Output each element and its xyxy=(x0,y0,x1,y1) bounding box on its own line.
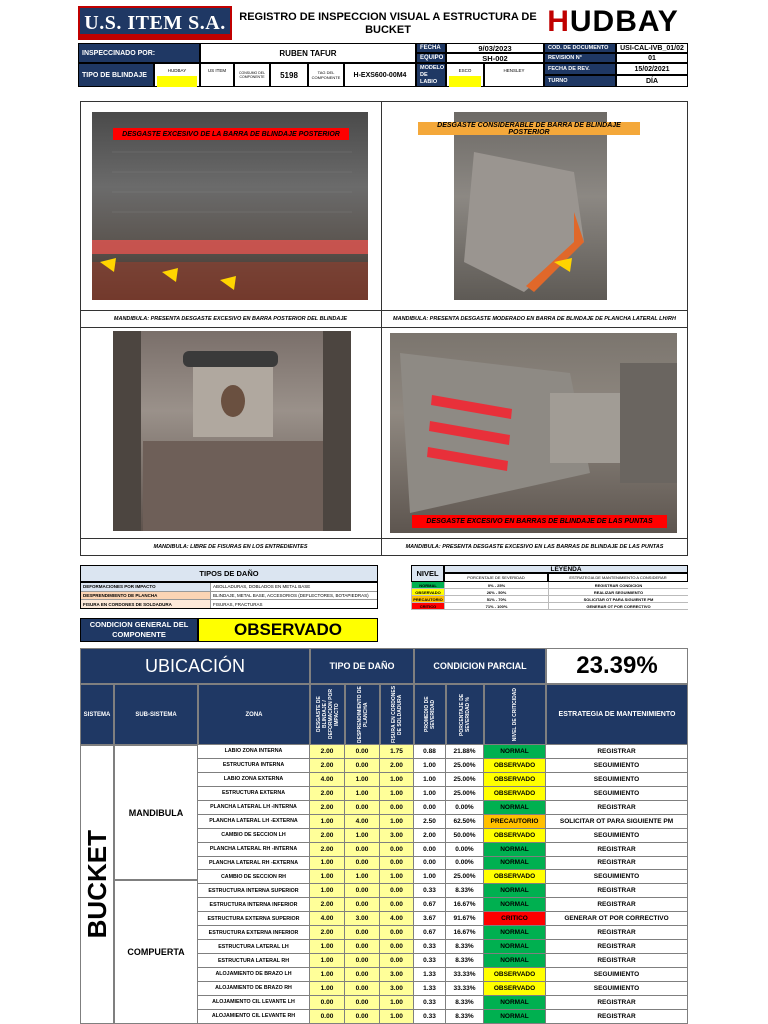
nivel-label: NIVEL xyxy=(411,565,444,582)
table-row xyxy=(198,870,688,884)
leyenda-pct: 0% - 25% xyxy=(444,582,548,588)
leyenda-col2: ESTRATEGIA DE MANTENIMIENTO A CONSIDERAR xyxy=(548,573,688,582)
desgaste-cell: 2.00 xyxy=(310,759,345,773)
desprendimiento-cell: 4.00 xyxy=(345,815,380,829)
esco-option-box xyxy=(449,76,481,87)
photo-3-caption: MANDIBULA: LIBRE DE FISURAS EN LOS ENTREDIENTES xyxy=(153,544,308,550)
desprendimiento-cell: 0.00 xyxy=(345,857,380,871)
desprendimiento-cell: 0.00 xyxy=(345,1010,380,1024)
promedio-cell: 1.00 xyxy=(414,787,446,801)
estrategia-cell: GENERAR OT POR CORRECTIVO xyxy=(546,912,688,926)
photo-4-image xyxy=(390,333,677,533)
fisura-cell: 0.00 xyxy=(380,926,414,940)
desprendimiento-cell: 1.00 xyxy=(345,773,380,787)
promedio-cell: 0.33 xyxy=(414,1010,446,1024)
leyenda-col1: PORCENTAJE DE SEVERIDAD xyxy=(444,573,548,582)
leyenda-pct: 71% - 100% xyxy=(444,603,548,609)
promedio-cell: 0.33 xyxy=(414,954,446,968)
zona-cell: ESTRUCTURA INTERNA INFERIOR xyxy=(198,898,310,912)
leyenda-nivel: PRECAUTORIO xyxy=(411,596,444,602)
table-row xyxy=(198,857,688,871)
photo-3 xyxy=(113,331,351,531)
porcentaje-cell: 25.00% xyxy=(446,773,484,787)
porcentaje-cell: 21.88% xyxy=(446,745,484,759)
porcentaje-cell: 16.67% xyxy=(446,898,484,912)
tipo-row-2-name: DESPRENDIMIENTO DE PLANCHA xyxy=(81,592,211,600)
promedio-cell: 0.33 xyxy=(414,996,446,1010)
nivel-cell: OBSERVADO xyxy=(484,773,546,787)
nivel-cell: NORMAL xyxy=(484,940,546,954)
zona-cell: ESTRUCTURA INTERNA xyxy=(198,759,310,773)
leyenda-rows xyxy=(411,582,688,610)
h-c4-text: PROMEDIO DE SEVERIDAD xyxy=(424,696,436,733)
nivel-cell: NORMAL xyxy=(484,1010,546,1024)
porcentaje-cell: 0.00% xyxy=(446,857,484,871)
zona-cell: ALOJAMIENTO DE BRAZO LH xyxy=(198,968,310,982)
nivel-cell: NORMAL xyxy=(484,801,546,815)
tag-value: H-EXS600-00M4 xyxy=(344,63,416,87)
logo-stripe xyxy=(80,34,230,38)
tipo-row-3-desc: FISURAS, FRACTURAS xyxy=(213,601,263,607)
leyenda-row xyxy=(411,596,688,603)
desprendimiento-cell: 0.00 xyxy=(345,745,380,759)
desgaste-cell: 2.00 xyxy=(310,787,345,801)
equipo-value: SH-002 xyxy=(446,53,544,63)
desgaste-cell: 1.00 xyxy=(310,870,345,884)
photo-1-caption: MANDIBULA: PRESENTA DESGASTE EXCESIVO EN BARRA POSTERIOR DEL BLINDAJE xyxy=(113,315,348,322)
zona-cell: ESTRUCTURA INTERNA SUPERIOR xyxy=(198,884,310,898)
porcentaje-cell: 25.00% xyxy=(446,787,484,801)
table-row xyxy=(198,996,688,1010)
fecha-rev-label: FECHA DE REV. xyxy=(544,63,616,75)
estrategia-cell: REGISTRAR xyxy=(546,745,688,759)
porcentaje-cell: 25.00% xyxy=(446,759,484,773)
h-zona: ZONA xyxy=(198,684,310,745)
desprendimiento-cell: 1.00 xyxy=(345,870,380,884)
h-est: ESTRATEGIA DE MANTENIMIENTO xyxy=(546,684,688,745)
table-row xyxy=(198,801,688,815)
zona-cell: ESTRUCTURA LATERAL LH xyxy=(198,940,310,954)
porcentaje-cell: 8.33% xyxy=(446,1010,484,1024)
zona-cell: PLANCHA LATERAL LH -INTERNA xyxy=(198,801,310,815)
zona-cell: PLANCHA LATERAL RH -EXTERNA xyxy=(198,857,310,871)
table-row xyxy=(198,912,688,926)
promedio-cell: 0.67 xyxy=(414,898,446,912)
cond-parcial-header: CONDICION PARCIAL xyxy=(414,648,546,684)
photo-3-image xyxy=(113,331,351,531)
nivel-cell: CRITICO xyxy=(484,912,546,926)
desgaste-cell: 2.00 xyxy=(310,801,345,815)
porcentaje-cell: 8.33% xyxy=(446,996,484,1010)
desprendimiento-cell: 1.00 xyxy=(345,787,380,801)
h-subsistema: SUB-SISTEMA xyxy=(114,684,198,745)
condicion-value: OBSERVADO xyxy=(198,618,378,642)
sistema-text: BUCKET xyxy=(81,830,112,939)
leyenda-row xyxy=(411,603,688,610)
fisura-cell: 0.00 xyxy=(380,898,414,912)
data-rows xyxy=(198,745,688,1024)
tipos-table xyxy=(80,582,378,609)
leyenda-estrategia: REALIZAR SEGUIMIENTO xyxy=(548,589,688,595)
desgaste-cell: 1.00 xyxy=(310,940,345,954)
fecha-value: 9/03/2023 xyxy=(446,43,544,53)
zona-cell: LABIO ZONA INTERNA xyxy=(198,745,310,759)
cod-label: COD. DE DOCUMENTO xyxy=(544,43,616,53)
hudbay-logo-h: H xyxy=(547,5,570,38)
inspector-label: INSPECCINADO POR: xyxy=(78,43,200,63)
leyenda-row xyxy=(411,589,688,596)
nivel-cell: OBSERVADO xyxy=(484,787,546,801)
fisura-cell: 3.00 xyxy=(380,829,414,843)
desprendimiento-cell: 0.00 xyxy=(345,884,380,898)
desgaste-cell: 1.00 xyxy=(310,982,345,996)
sistema-cell xyxy=(80,745,114,1024)
fisura-cell: 1.00 xyxy=(380,815,414,829)
porcentaje-cell: 8.33% xyxy=(446,884,484,898)
promedio-cell: 1.00 xyxy=(414,759,446,773)
h-c6-text: NIVEL DE CRITICIDAD xyxy=(512,687,518,742)
fecha-rev-value: 15/02/2021 xyxy=(616,63,688,75)
fisura-cell: 0.00 xyxy=(380,884,414,898)
table-row xyxy=(198,940,688,954)
porcentaje-cell: 8.33% xyxy=(446,940,484,954)
promedio-cell: 0.00 xyxy=(414,857,446,871)
desgaste-cell: 1.00 xyxy=(310,884,345,898)
fisura-cell: 1.00 xyxy=(380,996,414,1010)
estrategia-cell: SEGUIMIENTO xyxy=(546,773,688,787)
desgaste-cell: 2.00 xyxy=(310,843,345,857)
table-row xyxy=(198,759,688,773)
fisura-cell: 3.00 xyxy=(380,982,414,996)
photo-4-tag: DESGASTE EXCESIVO EN BARRAS DE BLINDAJE DE LAS PUNTAS xyxy=(412,515,667,528)
zona-cell: ALOJAMIENTO CIL LEVANTE RH xyxy=(198,1010,310,1024)
zona-cell: ESTRUCTURA EXTERNA xyxy=(198,787,310,801)
desgaste-cell: 2.00 xyxy=(310,745,345,759)
nivel-cell: OBSERVADO xyxy=(484,759,546,773)
leyenda-row xyxy=(411,582,688,589)
nivel-cell: NORMAL xyxy=(484,954,546,968)
fisura-cell: 0.00 xyxy=(380,843,414,857)
zona-cell: ESTRUCTURA EXTERNA SUPERIOR xyxy=(198,912,310,926)
porcentaje-cell: 25.00% xyxy=(446,870,484,884)
estrategia-cell: REGISTRAR xyxy=(546,801,688,815)
desgaste-cell: 1.00 xyxy=(310,857,345,871)
zona-cell: CAMBIO DE SECCION RH xyxy=(198,870,310,884)
photo-2-caption: MANDIBULA: PRESENTA DESGASTE MODERADO EN BARRA DE BLINDAJE DE PLANCHA LATERAL LH/RH xyxy=(393,315,676,322)
nivel-cell: NORMAL xyxy=(484,926,546,940)
condicion-label: CONDICION GENERAL DEL COMPONENTE xyxy=(80,618,198,642)
zona-cell: ALOJAMIENTO DE BRAZO RH xyxy=(198,982,310,996)
estrategia-cell: SEGUIMIENTO xyxy=(546,870,688,884)
fisura-cell: 3.00 xyxy=(380,968,414,982)
fisura-cell: 1.00 xyxy=(380,773,414,787)
estrategia-cell: REGISTRAR xyxy=(546,1010,688,1024)
nivel-cell: OBSERVADO xyxy=(484,870,546,884)
us-item-logo xyxy=(78,6,232,40)
fisura-cell: 1.00 xyxy=(380,787,414,801)
promedio-cell: 2.00 xyxy=(414,829,446,843)
desgaste-cell: 1.00 xyxy=(310,968,345,982)
fisura-cell: 1.75 xyxy=(380,745,414,759)
zona-cell: PLANCHA LATERAL RH -INTERNA xyxy=(198,843,310,857)
porcentaje-cell: 8.33% xyxy=(446,954,484,968)
nivel-cell: NORMAL xyxy=(484,996,546,1010)
desprendimiento-cell: 0.00 xyxy=(345,940,380,954)
fecha-label: FECHA xyxy=(416,43,446,53)
table-row xyxy=(198,829,688,843)
nivel-cell: NORMAL xyxy=(484,898,546,912)
h-c5 xyxy=(446,684,484,745)
zona-cell: CAMBIO DE SECCION LH xyxy=(198,829,310,843)
photo-1-image xyxy=(92,112,368,300)
promedio-cell: 1.00 xyxy=(414,773,446,787)
promedio-cell: 0.33 xyxy=(414,884,446,898)
promedio-cell: 1.00 xyxy=(414,870,446,884)
h-c4 xyxy=(414,684,446,745)
zona-cell: ESTRUCTURA LATERAL RH xyxy=(198,954,310,968)
desprendimiento-cell: 0.00 xyxy=(345,926,380,940)
nivel-cell: NORMAL xyxy=(484,884,546,898)
fisura-cell: 1.00 xyxy=(380,870,414,884)
leyenda-estrategia: REGISTRAR CONDICION xyxy=(548,582,688,588)
tipo-row-1-desc: ABOLLADURAS, DOBLADOS EN METAL BASE xyxy=(213,584,311,590)
desgaste-cell: 1.00 xyxy=(310,815,345,829)
desprendimiento-cell: 0.00 xyxy=(345,898,380,912)
porcentaje-cell: 0.00% xyxy=(446,801,484,815)
fisura-cell: 0.00 xyxy=(380,940,414,954)
estrategia-cell: REGISTRAR xyxy=(546,857,688,871)
nivel-cell: PRECAUTORIO xyxy=(484,815,546,829)
photo-divider-h3 xyxy=(80,538,688,539)
desprendimiento-cell: 0.00 xyxy=(345,982,380,996)
estrategia-cell: SOLICITAR OT PARA SIGUIENTE PM xyxy=(546,815,688,829)
nivel-cell: OBSERVADO xyxy=(484,968,546,982)
estrategia-cell: SEGUIMIENTO xyxy=(546,787,688,801)
desgaste-cell: 2.00 xyxy=(310,898,345,912)
h-c3-text: FISURA EN CORDONES DE SOLDADURA xyxy=(391,685,403,744)
estrategia-cell: REGISTRAR xyxy=(546,926,688,940)
h-c2-text: DESPRENDIMIENTO DE PLANCHA xyxy=(356,686,369,743)
desprendimiento-cell: 3.00 xyxy=(345,912,380,926)
equipo-label: EQUIPO xyxy=(416,53,446,63)
comp-label: CONSUMO DEL COMPONENTE xyxy=(234,63,270,87)
table-row xyxy=(198,982,688,996)
nivel-cell: OBSERVADO xyxy=(484,982,546,996)
desgaste-cell: 4.00 xyxy=(310,773,345,787)
tipos-title: TIPOS DE DAÑO xyxy=(80,565,378,582)
estrategia-cell: REGISTRAR xyxy=(546,954,688,968)
hudbay-option-box xyxy=(157,76,197,87)
zona-cell: LABIO ZONA EXTERNA xyxy=(198,773,310,787)
photo-1 xyxy=(92,112,368,300)
desprendimiento-cell: 0.00 xyxy=(345,843,380,857)
us-item-logo-text: U.S. ITEM S.A. xyxy=(84,11,226,34)
sub-mandibula: MANDIBULA xyxy=(114,745,198,880)
zona-cell: ALOJAMIENTO CIL LEVANTE LH xyxy=(198,996,310,1010)
estrategia-cell: REGISTRAR xyxy=(546,884,688,898)
porcentaje-cell: 62.50% xyxy=(446,815,484,829)
cod-value: USI-CAL-IVB_01/02 xyxy=(616,43,688,53)
ubicacion-header: UBICACIÓN xyxy=(80,648,310,684)
h-c1 xyxy=(310,684,345,745)
nivel-cell: OBSERVADO xyxy=(484,829,546,843)
estrategia-cell: SEGUIMIENTO xyxy=(546,829,688,843)
promedio-cell: 1.33 xyxy=(414,968,446,982)
nivel-cell: NORMAL xyxy=(484,857,546,871)
desgaste-cell: 4.00 xyxy=(310,912,345,926)
photo-divider-h2 xyxy=(80,327,688,328)
h-c5-text: PORCENTAJE DE SEVERIDAD % xyxy=(459,693,471,736)
fisura-cell: 1.00 xyxy=(380,1010,414,1024)
revision-value: 01 xyxy=(616,53,688,63)
desprendimiento-cell: 0.00 xyxy=(345,801,380,815)
leyenda-nivel: OBSERVADO xyxy=(411,589,444,595)
table-row xyxy=(198,898,688,912)
photo-2-image xyxy=(454,112,607,300)
photo-divider-v xyxy=(381,101,382,556)
tipo-row-3-name: FISURA EN CORDONES DE SOLDADURA xyxy=(81,600,211,608)
tipo-row-1-name: DEFORMACIONES POR IMPACTO xyxy=(81,583,211,591)
hudbay-option-label: HUDBAY xyxy=(167,67,187,73)
porcentaje-cell: 16.67% xyxy=(446,926,484,940)
table-row xyxy=(198,815,688,829)
table-row xyxy=(198,884,688,898)
esco-option[interactable] xyxy=(446,63,484,87)
esco-option-label: ESCO xyxy=(458,67,472,73)
revision-label: REVISION N° xyxy=(544,53,616,63)
porcentaje-cell: 33.33% xyxy=(446,968,484,982)
desgaste-cell: 0.00 xyxy=(310,1010,345,1024)
promedio-cell: 0.88 xyxy=(414,745,446,759)
estrategia-cell: REGISTRAR xyxy=(546,940,688,954)
porcentaje-cell: 0.00% xyxy=(446,843,484,857)
desprendimiento-cell: 0.00 xyxy=(345,954,380,968)
table-row xyxy=(198,843,688,857)
desprendimiento-cell: 0.00 xyxy=(345,996,380,1010)
fisura-cell: 4.00 xyxy=(380,912,414,926)
desprendimiento-cell: 1.00 xyxy=(345,829,380,843)
hudbay-logo-rest: UDBAY xyxy=(569,5,679,38)
turno-value: DÍA xyxy=(616,75,688,87)
desprendimiento-cell: 0.00 xyxy=(345,968,380,982)
h-c1-text: DESGASTE DE BLINDAJE / DEFORMACION POR IMPACTO xyxy=(315,689,340,740)
desgaste-cell: 2.00 xyxy=(310,926,345,940)
hudbay-logo xyxy=(544,4,682,40)
tag-label: TAG DEL COMPONENTE xyxy=(308,63,344,87)
tipo-danio-header: TIPO DE DAÑO xyxy=(310,648,414,684)
porcentaje-cell: 91.67% xyxy=(446,912,484,926)
h-c3 xyxy=(380,684,414,745)
photo-2-tag: DESGASTE CONSIDERABLE DE BARRA DE BLINDAJE POSTERIOR xyxy=(418,122,640,135)
porcentaje-cell: 50.00% xyxy=(446,829,484,843)
inspector-value: RUBEN TAFUR xyxy=(200,43,416,63)
promedio-cell: 2.50 xyxy=(414,815,446,829)
modelo-label: MODELO DE LABIO xyxy=(416,63,446,87)
promedio-cell: 0.00 xyxy=(414,801,446,815)
desgaste-cell: 1.00 xyxy=(310,954,345,968)
estrategia-cell: SEGUIMIENTO xyxy=(546,759,688,773)
h-c6 xyxy=(484,684,546,745)
photo-divider-h1 xyxy=(80,310,688,311)
photo-4-caption: MANDIBULA: PRESENTA DESGASTE EXCESIVO EN LAS BARRAS DE BLINDAJE DE LAS PUNTAS xyxy=(405,544,664,550)
nivel-cell: NORMAL xyxy=(484,745,546,759)
estrategia-cell: SEGUIMIENTO xyxy=(546,982,688,996)
zona-cell: ESTRUCTURA EXTERNA INFERIOR xyxy=(198,926,310,940)
table-row xyxy=(198,968,688,982)
tipo-row-2-desc: BLINDAJE, METAL BASE, ACCESORIOS (DEFLECTORES, BOTAPIEDRAS) xyxy=(213,592,369,598)
desgaste-cell: 0.00 xyxy=(310,996,345,1010)
zona-cell: PLANCHA LATERAL LH -EXTERNA xyxy=(198,815,310,829)
fisura-cell: 0.00 xyxy=(380,801,414,815)
table-row xyxy=(198,787,688,801)
promedio-cell: 0.67 xyxy=(414,926,446,940)
table-row xyxy=(198,745,688,759)
hudbay-option[interactable] xyxy=(154,63,200,87)
table-row xyxy=(198,954,688,968)
estrategia-cell: SEGUIMIENTO xyxy=(546,968,688,982)
photo-4 xyxy=(390,333,677,533)
leyenda-estrategia: GENERAR OT POR CORRECTIVO xyxy=(548,603,688,609)
leyenda-estrategia: SOLICITAR OT PARA SIGUIENTE PM xyxy=(548,596,688,602)
promedio-cell: 0.00 xyxy=(414,843,446,857)
fisura-cell: 2.00 xyxy=(380,759,414,773)
sub-compuerta: COMPUERTA xyxy=(114,880,198,1024)
estrategia-cell: REGISTRAR xyxy=(546,843,688,857)
photo-1-tag: DESGASTE EXCESIVO DE LA BARRA DE BLINDAJE POSTERIOR xyxy=(113,128,349,140)
promedio-cell: 0.33 xyxy=(414,940,446,954)
leyenda-pct: 51% - 70% xyxy=(444,596,548,602)
turno-label: TURNO xyxy=(544,75,616,87)
hensley-option-label: HENSLEY xyxy=(503,67,525,73)
estrategia-cell: REGISTRAR xyxy=(546,996,688,1010)
leyenda-nivel: CRITICO xyxy=(411,603,444,609)
comp-value: 5198 xyxy=(270,63,308,87)
leyenda-title: LEYENDA xyxy=(444,565,688,573)
desprendimiento-cell: 0.00 xyxy=(345,759,380,773)
porcentaje-cell: 33.33% xyxy=(446,982,484,996)
promedio-cell: 1.33 xyxy=(414,982,446,996)
usitem-option[interactable] xyxy=(200,63,234,87)
table-row xyxy=(198,926,688,940)
desgaste-cell: 2.00 xyxy=(310,829,345,843)
photo-2 xyxy=(454,112,607,300)
table-row xyxy=(198,1010,688,1024)
h-sistema: SISTEMA xyxy=(80,684,114,745)
nivel-cell: NORMAL xyxy=(484,843,546,857)
document-title: REGISTRO DE INSPECCION VISUAL A ESTRUCTURA DE BUCKET xyxy=(239,11,537,36)
usitem-option-label: US ITEM xyxy=(207,67,227,73)
estrategia-cell: REGISTRAR xyxy=(546,898,688,912)
hensley-option[interactable] xyxy=(484,63,544,87)
table-row xyxy=(198,773,688,787)
fisura-cell: 0.00 xyxy=(380,857,414,871)
blindaje-label: TIPO DE BLINDAJE xyxy=(78,63,154,87)
leyenda-pct: 26% - 50% xyxy=(444,589,548,595)
leyenda-nivel: NORMAL xyxy=(411,582,444,588)
promedio-cell: 3.67 xyxy=(414,912,446,926)
h-c2 xyxy=(345,684,380,745)
fisura-cell: 0.00 xyxy=(380,954,414,968)
pct-total: 23.39% xyxy=(546,648,688,684)
